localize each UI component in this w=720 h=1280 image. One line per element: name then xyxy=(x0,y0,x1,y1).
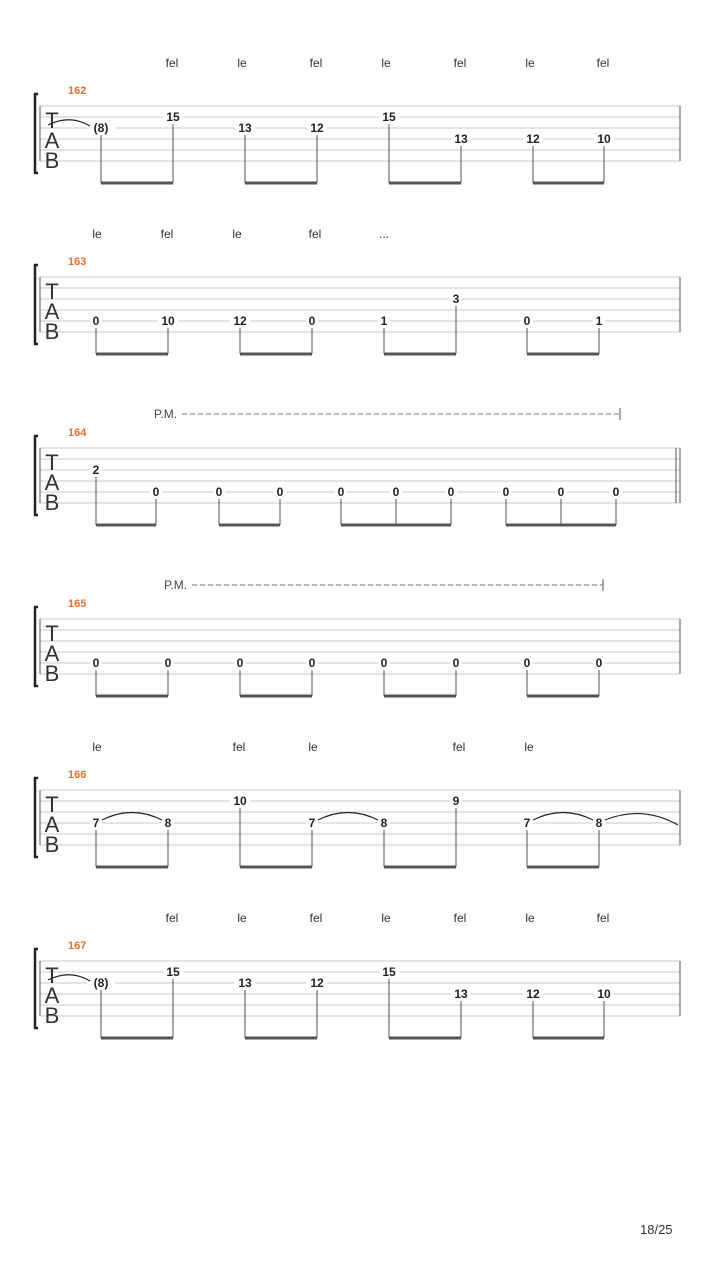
measure-number: 162 xyxy=(68,85,87,97)
lyric-syllable: le xyxy=(237,56,247,70)
tab-clef-letter: B xyxy=(44,319,60,344)
tab-clef-letter: A xyxy=(44,983,60,1008)
tie-arc xyxy=(318,813,378,821)
tie-arc xyxy=(102,813,162,821)
system-bracket xyxy=(35,265,38,344)
measure-number: 167 xyxy=(68,940,87,952)
tab-system-162 xyxy=(35,56,680,183)
fret-number: 0 xyxy=(502,485,510,499)
fret-number: 2 xyxy=(92,463,100,477)
measure-number: 165 xyxy=(68,598,87,610)
tab-clef-letter: B xyxy=(44,490,60,515)
tab-clef-letter: T xyxy=(45,963,59,988)
system-bracket xyxy=(35,778,38,857)
fret-number: 15 xyxy=(166,965,180,979)
lyric-syllable: fel xyxy=(160,227,174,241)
fret-number: 12 xyxy=(526,987,540,1001)
fret-number: 12 xyxy=(310,976,324,990)
fret-number: 0 xyxy=(308,314,316,328)
fret-number: 0 xyxy=(612,485,620,499)
tab-system-164 xyxy=(35,407,680,525)
lyric-syllable: le xyxy=(237,911,247,925)
fret-number: 3 xyxy=(452,292,460,306)
fret-number: 0 xyxy=(392,485,400,499)
palm-mute-label: P.M. xyxy=(154,407,178,421)
tab-clef-letter: B xyxy=(44,661,60,686)
tab-system-165 xyxy=(35,578,680,696)
fret-number: 0 xyxy=(164,656,172,670)
tab-clef-letter: A xyxy=(44,470,60,495)
tab-clef-letter: B xyxy=(44,1003,60,1028)
fret-number: 1 xyxy=(595,314,603,328)
lyric-syllable: fel xyxy=(596,911,610,925)
fret-number: 15 xyxy=(382,965,396,979)
lyric-syllable: fel xyxy=(452,740,466,754)
tie-arc xyxy=(533,813,593,821)
fret-number: 0 xyxy=(276,485,284,499)
lyric-syllable: fel xyxy=(309,911,323,925)
lyric-syllable: le xyxy=(232,227,242,241)
lyric-syllable: fel xyxy=(596,56,610,70)
tab-system-167 xyxy=(35,911,680,1038)
lyric-syllable: ... xyxy=(378,227,390,241)
tab-clef-letter: A xyxy=(44,299,60,324)
fret-number: 0 xyxy=(92,656,100,670)
lyric-syllable: le xyxy=(381,911,391,925)
fret-number: 0 xyxy=(523,314,531,328)
fret-number: 10 xyxy=(597,132,611,146)
fret-number: 8 xyxy=(595,816,603,830)
tab-system-163 xyxy=(35,227,680,354)
fret-number: 13 xyxy=(454,987,468,1001)
measure-number: 163 xyxy=(68,256,87,268)
tab-clef-letter: T xyxy=(45,279,59,304)
fret-number: 13 xyxy=(238,976,252,990)
fret-number: 10 xyxy=(233,794,247,808)
system-bracket xyxy=(35,94,38,173)
fret-number: 10 xyxy=(597,987,611,1001)
fret-number: 8 xyxy=(380,816,388,830)
fret-number: 12 xyxy=(310,121,324,135)
system-bracket xyxy=(35,607,38,686)
tab-clef-letter: T xyxy=(45,108,59,133)
fret-number: 9 xyxy=(452,794,460,808)
lyric-syllable: le xyxy=(381,56,391,70)
fret-number: 0 xyxy=(452,656,460,670)
fret-number: 0 xyxy=(523,656,531,670)
fret-number: 7 xyxy=(92,816,100,830)
lyric-syllable: le xyxy=(92,227,102,241)
fret-number: 0 xyxy=(152,485,160,499)
fret-number: 12 xyxy=(526,132,540,146)
fret-number: (8) xyxy=(93,121,109,135)
tab-clef-letter: A xyxy=(44,812,60,837)
lyric-syllable: le xyxy=(525,911,535,925)
fret-number: 13 xyxy=(454,132,468,146)
lyric-syllable: fel xyxy=(453,56,467,70)
lyric-syllable: fel xyxy=(309,56,323,70)
system-bracket xyxy=(35,436,38,515)
fret-number: 15 xyxy=(166,110,180,124)
lyric-syllable: fel xyxy=(165,911,179,925)
fret-number: 8 xyxy=(164,816,172,830)
fret-number: 0 xyxy=(236,656,244,670)
tab-clef-letter: T xyxy=(45,792,59,817)
fret-number: 0 xyxy=(308,656,316,670)
fret-number: 0 xyxy=(447,485,455,499)
measure-number: 164 xyxy=(68,427,87,439)
lyric-syllable: fel xyxy=(165,56,179,70)
fret-number: 13 xyxy=(238,121,252,135)
lyric-syllable: le xyxy=(308,740,318,754)
fret-number: 0 xyxy=(380,656,388,670)
fret-number: 7 xyxy=(523,816,531,830)
measure-number: 166 xyxy=(68,769,87,781)
palm-mute-label: P.M. xyxy=(164,578,188,592)
tab-clef-letter: A xyxy=(44,128,60,153)
lyric-syllable: fel xyxy=(453,911,467,925)
fret-number: 0 xyxy=(215,485,223,499)
tab-system-166 xyxy=(35,740,680,867)
fret-number: 10 xyxy=(161,314,175,328)
lyric-syllable: fel xyxy=(308,227,322,241)
tab-clef-letter: B xyxy=(44,832,60,857)
fret-number: 7 xyxy=(308,816,316,830)
tab-clef-letter: T xyxy=(45,621,59,646)
fret-number: 0 xyxy=(337,485,345,499)
fret-number: 1 xyxy=(380,314,388,328)
lyric-syllable: le xyxy=(524,740,534,754)
lyric-syllable: le xyxy=(92,740,102,754)
fret-number: 0 xyxy=(595,656,603,670)
page-number: 18/25 xyxy=(640,1222,673,1237)
system-bracket xyxy=(35,949,38,1028)
fret-number: 0 xyxy=(557,485,565,499)
tab-clef-letter: T xyxy=(45,450,59,475)
fret-number: 0 xyxy=(92,314,100,328)
tab-clef-letter: B xyxy=(44,148,60,173)
fret-number: 15 xyxy=(382,110,396,124)
fret-number: 12 xyxy=(233,314,247,328)
tab-clef-letter: A xyxy=(44,641,60,666)
lyric-syllable: fel xyxy=(232,740,246,754)
fret-number: (8) xyxy=(93,976,109,990)
lyric-syllable: le xyxy=(525,56,535,70)
